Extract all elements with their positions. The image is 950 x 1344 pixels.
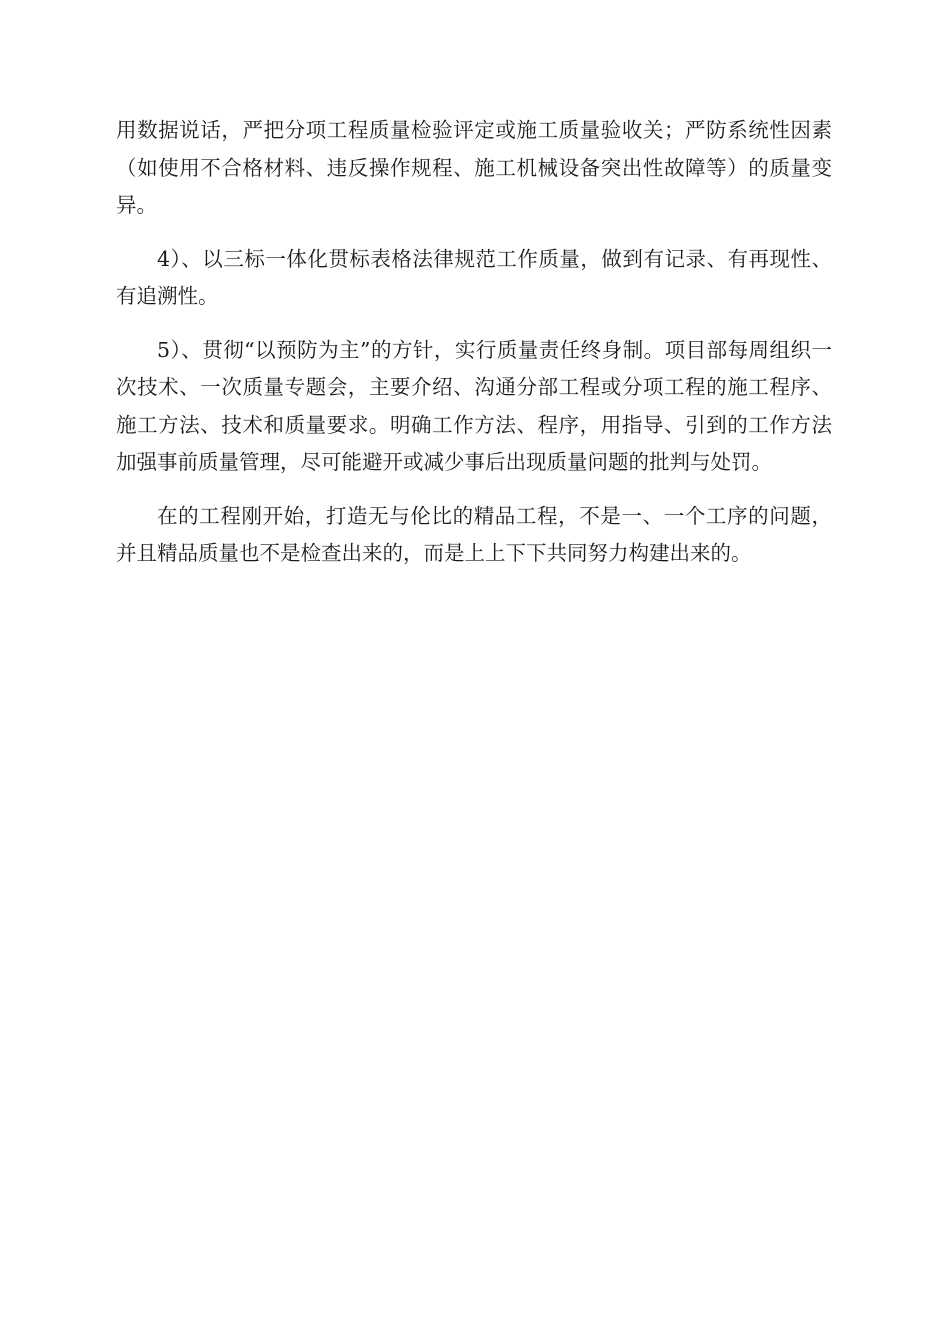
document-body [116,112,832,589]
paragraph-item-4: 4）、以三标一体化贯标表格法律规范工作质量，做到有记录、有再现性、有追溯性。 [116,246,832,308]
paragraph-quality-data: 用数据说话，严把分项工程质量检验评定或施工质量验收关；严防系统性因素（如使用不合格材料、违反操作规程、施工机械设备突出性故障等）的质量变异。 [116,118,832,217]
paragraph-item-5: 5）、贯彻“以预防为主”的方针，实行质量责任终身制。项目部每周组织一次技术、一次质量专题会，主要介绍、沟通分部工程或分项工程的施工程序、施工方法、技术和质量要求。明确工作方法、程序，用指导、引到的工作方法加强事前质量管理，尽可能避开或减少事后出现质量问题的批判与处罚。 [116,337,832,474]
paragraph-conclusion: 在的工程刚开始，打造无与伦比的精品工程，不是一、一个工序的问题，并且精品质量也不是检查出来的，而是上上下下共同努力构建出来的。 [116,503,832,565]
